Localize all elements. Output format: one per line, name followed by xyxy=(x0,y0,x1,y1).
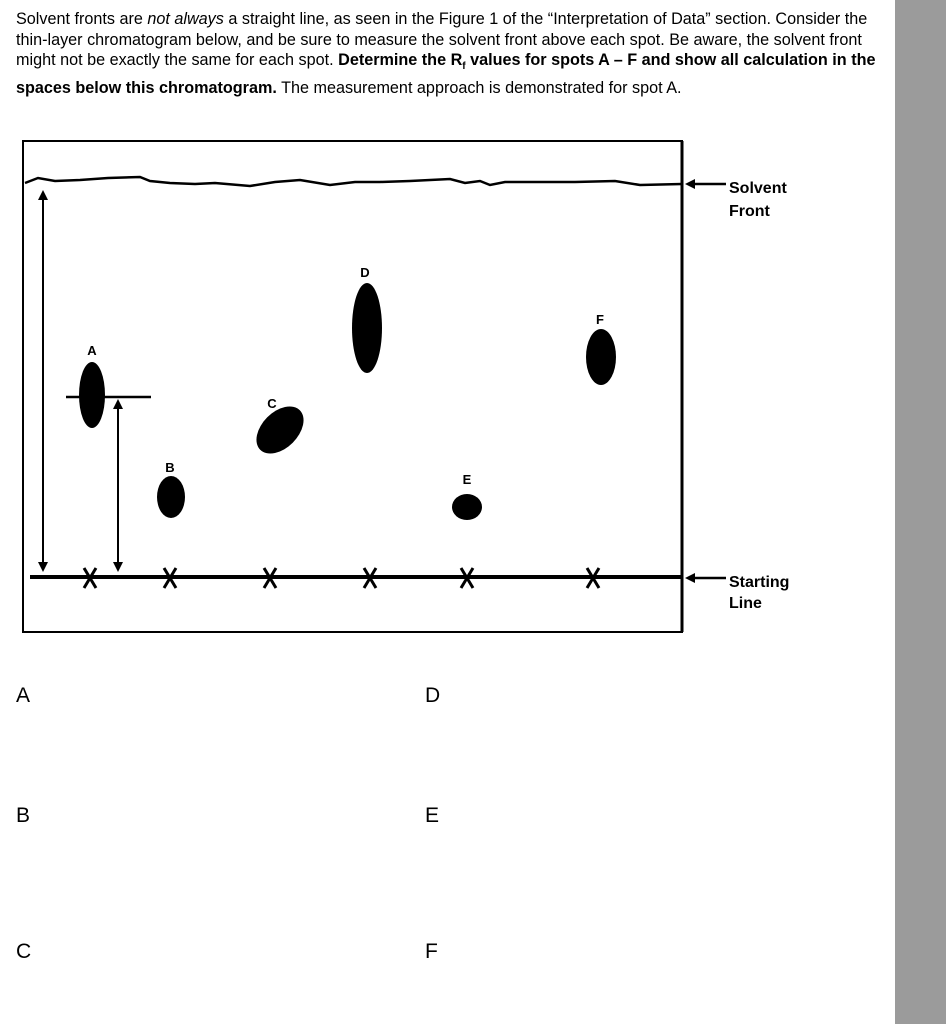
spot-label-f: F xyxy=(596,312,604,327)
solvent-front-label: Solvent xyxy=(729,180,787,197)
spot-label-d: D xyxy=(360,265,370,280)
intro-bold: Determine the $R_f$ values for spots A – F and show all calculation in the spaces below this chromatogram. xyxy=(16,51,876,98)
spot-label-b: B xyxy=(165,460,175,475)
spot-label-e: E xyxy=(462,472,472,487)
spot-c xyxy=(247,397,312,462)
spot-d xyxy=(352,283,382,373)
spot-f xyxy=(586,329,616,385)
intro-italic: not always xyxy=(147,10,224,28)
intro-text: The measurement approach is demonstrated for spot A. xyxy=(276,79,682,98)
answer-label-b: B xyxy=(16,804,31,827)
spot-e xyxy=(452,494,482,520)
answer-label-c: C xyxy=(16,940,32,963)
spot-a xyxy=(79,362,105,428)
solvent-front-line xyxy=(25,177,682,186)
intro-text: Solvent fronts are xyxy=(16,10,148,28)
spot-label-a: A xyxy=(87,343,97,358)
svg-text:Front: Front xyxy=(729,203,770,220)
answer-label-a: A xyxy=(16,684,31,707)
starting-line-label: Starting xyxy=(729,574,790,591)
spot-label-c: C xyxy=(267,396,277,411)
side-panel xyxy=(895,0,946,1024)
answer-label-e: E xyxy=(425,804,440,827)
tlc-plate xyxy=(23,141,682,632)
intro-text: a straight line, as seen in the Figure 1 of the “Interpretation of Data” section. Consider the thin-layer chromatogram below, and be sure to measure the solvent front above each spot. Be aware, the solvent front might not be exactly the same for each spot. xyxy=(16,10,868,70)
spot-b xyxy=(157,476,185,518)
answer-label-f: F xyxy=(425,940,438,963)
svg-text:Line: Line xyxy=(729,595,762,612)
answer-label-d: D xyxy=(425,684,441,707)
